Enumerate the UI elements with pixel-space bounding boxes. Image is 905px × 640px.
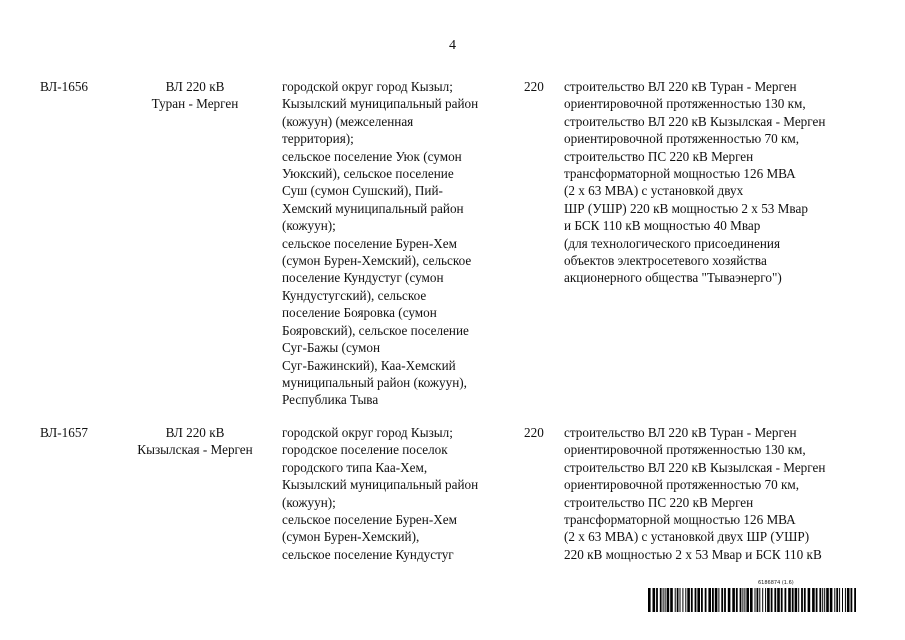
- barcode-bar: [744, 588, 745, 612]
- barcode-bar: [665, 588, 666, 612]
- voltage-value: 220: [524, 425, 544, 440]
- barcode-bar: [785, 588, 787, 612]
- barcode-bar: [767, 588, 770, 612]
- text-line: (для технологического присоединения: [564, 235, 781, 251]
- text-line: Кундустугский), сельское: [282, 287, 427, 303]
- barcode-bar: [732, 588, 735, 612]
- barcode-bar: [724, 588, 726, 612]
- barcode-bar: [750, 588, 753, 612]
- barcode-bar: [757, 588, 759, 612]
- text-line: (кожуун);: [282, 494, 336, 510]
- barcode-bar: [795, 588, 798, 612]
- text-line: сельское поселение Кундустуг: [282, 546, 454, 562]
- barcode-bar: [680, 588, 681, 612]
- text-line: городской округ город Кызыл;: [282, 425, 453, 440]
- barcode-bar: [839, 588, 840, 612]
- text-line: ориентировочной протяженностью 70 км,: [564, 477, 800, 493]
- barcode-bar: [656, 588, 658, 612]
- barcode-bar: [653, 588, 656, 612]
- barcode-bar: [762, 588, 763, 612]
- barcode-bar: [701, 588, 703, 612]
- text-line: строительство ВЛ 220 кВ Туран - Мерген: [564, 79, 797, 94]
- barcode-bar: [697, 588, 700, 612]
- barcode-bar: [663, 588, 664, 612]
- barcode-bar: [691, 588, 693, 612]
- barcode-bar: [819, 588, 821, 612]
- barcode-bar: [836, 588, 838, 612]
- voltage-value: 220: [524, 79, 544, 94]
- barcode-bar: [740, 588, 742, 612]
- text-line: трансформаторной мощностью 126 МВА: [564, 166, 796, 182]
- barcode-bar: [708, 588, 711, 612]
- line-name-text: ВЛ 220 кВ: [165, 425, 225, 440]
- text-line: сельское поселение Бурен-Хем: [282, 235, 457, 251]
- text-line: сельское поселение Бурен-Хем: [282, 512, 457, 528]
- barcode-bar: [851, 588, 853, 612]
- barcode-bar: [822, 588, 823, 612]
- barcode-bar: [736, 588, 738, 612]
- barcode-bar: [792, 588, 794, 612]
- construction-description: [564, 424, 864, 563]
- barcode-bar: [812, 588, 815, 612]
- text-line: строительство ПС 220 кВ Мерген: [564, 494, 754, 510]
- barcode-bar: [660, 588, 662, 612]
- barcode-bar: [804, 588, 806, 612]
- barcode-bar: [675, 588, 676, 612]
- barcode-bar: [801, 588, 803, 612]
- text-line: Суг-Бажинский), Каа-Хемский: [282, 357, 456, 373]
- line-name-text: ВЛ 220 кВ: [165, 79, 225, 94]
- barcode-bar: [759, 588, 760, 612]
- text-line: городское поселение поселок: [282, 442, 448, 458]
- barcode-bar: [728, 588, 731, 612]
- territory-list: [282, 424, 517, 563]
- barcode-bar: [755, 588, 756, 612]
- text-line: городской округ город Кызыл;: [282, 79, 453, 94]
- barcode-bar: [824, 588, 825, 612]
- barcode-bar: [830, 588, 833, 612]
- text-line: (сумон Бурен-Хемский),: [282, 529, 420, 545]
- text-line: ориентировочной протяженностью 70 км,: [564, 131, 800, 147]
- barcode-bar: [695, 588, 697, 612]
- barcode-bar: [816, 588, 818, 612]
- barcode-bar: [742, 588, 743, 612]
- text-line: 220 кВ мощностью 2 х 53 Мвар и БСК 110 кВ: [564, 546, 822, 562]
- barcode-bar: [685, 588, 686, 612]
- text-line: трансформаторной мощностью 126 МВА: [564, 512, 796, 528]
- barcode-bar: [705, 588, 707, 612]
- barcode-bar: [771, 588, 773, 612]
- barcode-bar: [687, 588, 690, 612]
- text-line: (2 х 63 МВА) с установкой двух ШР (УШР): [564, 529, 810, 545]
- barcode-bar: [718, 588, 719, 612]
- barcode-bar: [808, 588, 811, 612]
- text-line: ориентировочной протяженностью 130 км,: [564, 442, 806, 458]
- territory-list: [282, 78, 517, 409]
- barcode-bar: [670, 588, 673, 612]
- text-line: поселение Кундустуг (сумон: [282, 270, 444, 286]
- text-line: и БСК 110 кВ мощностью 40 Мвар: [564, 218, 761, 234]
- barcode-bar: [847, 588, 850, 612]
- barcode-bar: [788, 588, 791, 612]
- text-line: ШР (УШР) 220 кВ мощностью 2 х 53 Мвар: [564, 200, 808, 216]
- text-line: (кожуун);: [282, 218, 336, 234]
- page-number: 4: [449, 38, 456, 53]
- text-line: объектов электросетевого хозяйства: [564, 253, 767, 269]
- line-code: ВЛ-1657: [40, 425, 89, 440]
- text-line: Суш (сумон Сушский), Пий-: [282, 183, 443, 199]
- text-line: муниципальный район (кожуун),: [282, 374, 467, 390]
- text-line: Суг-Бажы (сумон: [282, 340, 381, 356]
- text-line: (сумон Бурен-Хемский), сельское: [282, 253, 472, 269]
- construction-description: [564, 78, 864, 287]
- text-line: Республика Тыва: [282, 392, 379, 408]
- barcode-bar: [834, 588, 835, 612]
- barcode-image: [648, 588, 858, 612]
- text-line: Кызылский муниципальный район: [282, 96, 479, 112]
- barcode-bar: [712, 588, 714, 612]
- text-line: строительство ВЛ 220 кВ Туран - Мерген: [564, 425, 797, 440]
- text-line: акционерного общества "Тываэнерго"): [564, 270, 782, 286]
- line-code: ВЛ-1656: [40, 79, 89, 94]
- text-line: Уюкский), сельское поселение: [282, 166, 454, 182]
- barcode-bar: [781, 588, 783, 612]
- barcode-bar: [746, 588, 749, 612]
- barcode-bar: [798, 588, 799, 612]
- line-name-text: Туран - Мерген: [151, 96, 239, 112]
- text-line: (кожуун) (межселенная: [282, 113, 414, 129]
- barcode-bar: [845, 588, 846, 612]
- barcode-bar: [774, 588, 776, 612]
- barcode-bar: [682, 588, 683, 612]
- barcode-bar: [715, 588, 718, 612]
- text-line: Бояровский), сельское поселение: [282, 322, 469, 338]
- text-line: (2 х 63 МВА) с установкой двух: [564, 183, 744, 199]
- text-line: ориентировочной протяженностью 130 км,: [564, 96, 806, 112]
- line-name-text: Кызылская - Мерген: [137, 442, 253, 458]
- text-line: строительство ВЛ 220 кВ Кызылская - Мерген: [564, 459, 826, 475]
- line-name: [120, 424, 270, 459]
- text-line: Кызылский муниципальный район: [282, 477, 479, 493]
- document-stamp: 6186874 (1.6): [758, 580, 794, 586]
- text-line: поселение Бояровка (сумон: [282, 305, 437, 321]
- line-name: [120, 78, 270, 113]
- barcode-bar: [854, 588, 856, 612]
- text-line: Хемский муниципальный район: [282, 200, 464, 216]
- text-line: сельское поселение Уюк (сумон: [282, 148, 462, 164]
- barcode-bar: [667, 588, 670, 612]
- barcode-bar: [842, 588, 843, 612]
- barcode-bar: [721, 588, 723, 612]
- text-line: строительство ВЛ 220 кВ Кызылская - Мерген: [564, 113, 826, 129]
- barcode-bar: [765, 588, 766, 612]
- text-line: строительство ПС 220 кВ Мерген: [564, 148, 754, 164]
- text-line: территория);: [282, 131, 354, 147]
- barcode-bar: [826, 588, 829, 612]
- text-line: городского типа Каа-Хем,: [282, 459, 428, 475]
- barcode-bar: [777, 588, 780, 612]
- barcode-bar: [677, 588, 679, 612]
- barcode-bar: [648, 588, 651, 612]
